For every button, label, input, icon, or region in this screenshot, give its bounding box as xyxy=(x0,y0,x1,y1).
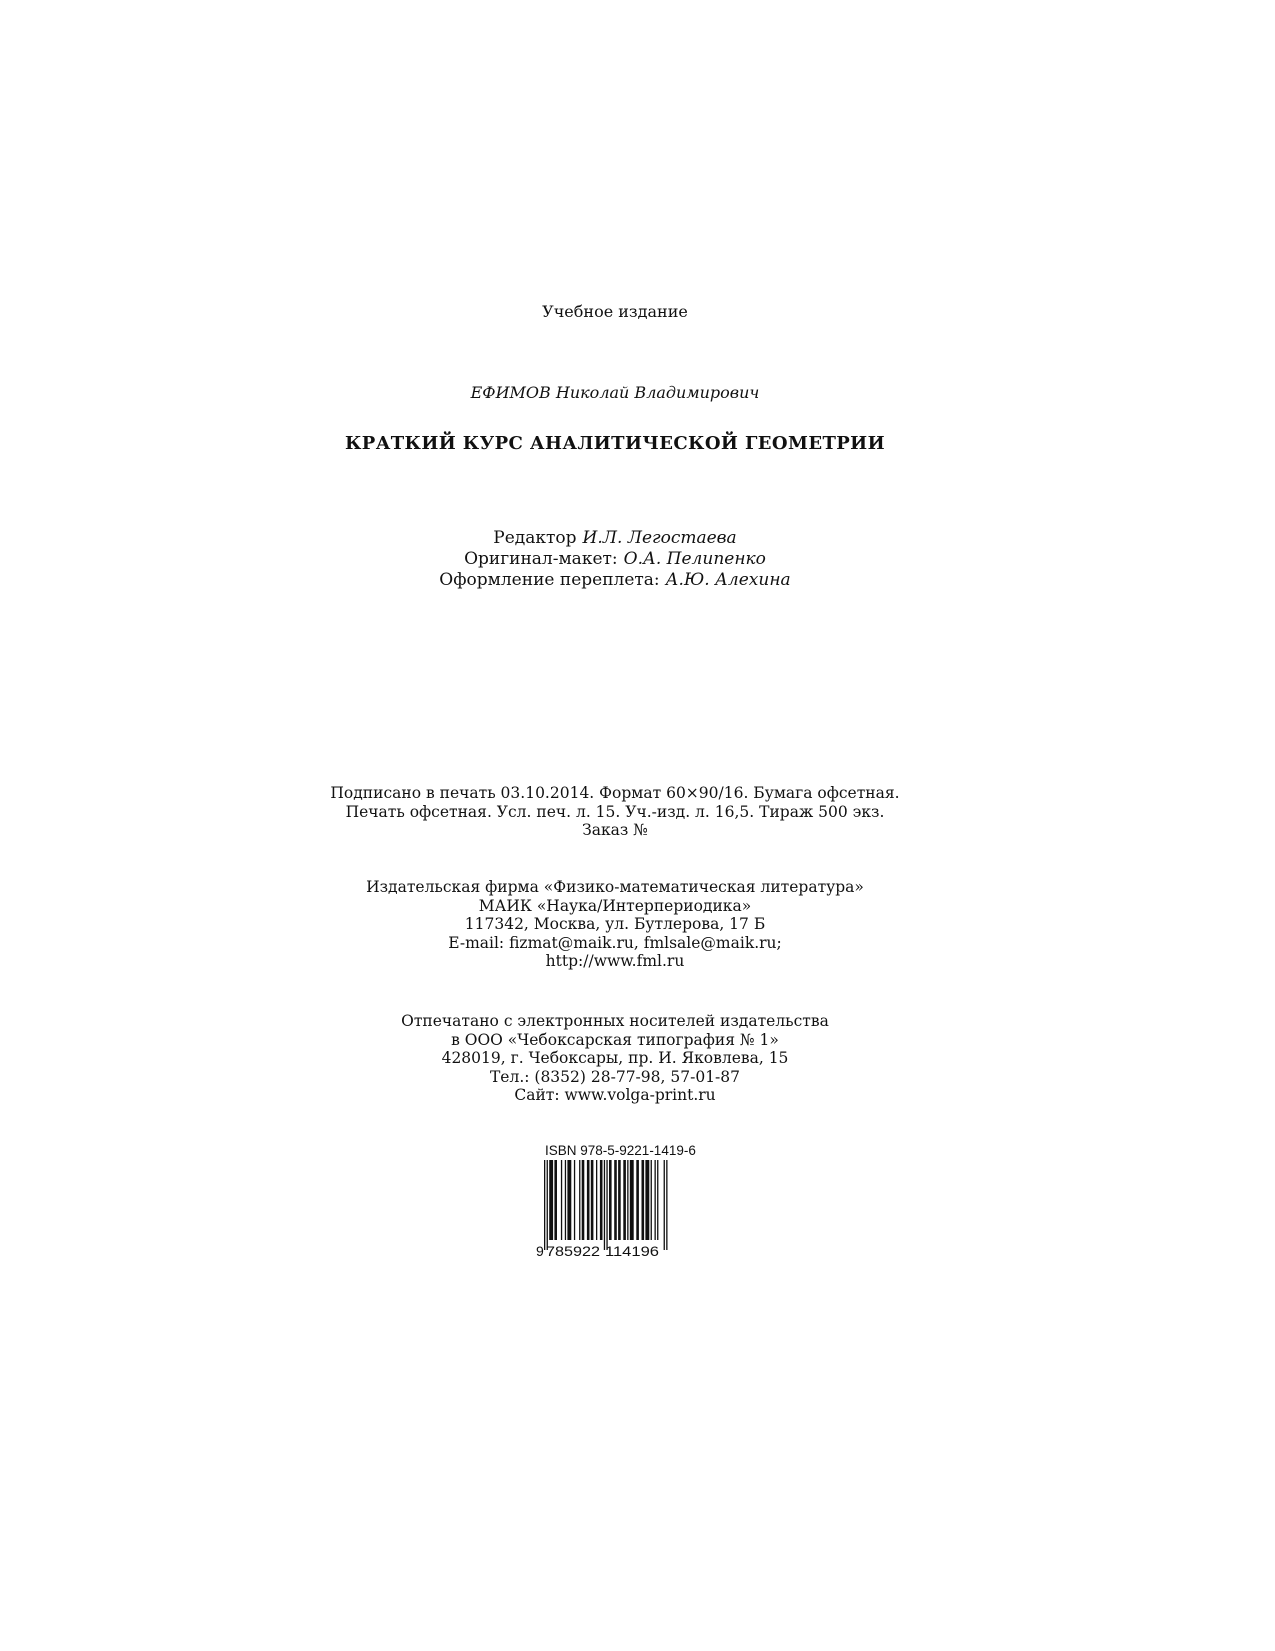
credit-role: Оформление переплета: xyxy=(439,570,660,590)
barcode-bar xyxy=(565,1160,566,1240)
barcode-digit-group-left: 785922 xyxy=(546,1243,601,1259)
barcode-guard-bar xyxy=(606,1160,607,1250)
credit-person: О.А. Пелипенко xyxy=(623,549,766,569)
barcode-bar xyxy=(582,1160,585,1240)
barcode-digit-group-prefix: 9 xyxy=(536,1243,544,1259)
publisher-block xyxy=(0,878,1230,971)
barcode-bar xyxy=(587,1160,590,1240)
book-title: КРАТКИЙ КУРС АНАЛИТИЧЕСКОЙ ГЕОМЕТРИИ xyxy=(344,433,885,454)
barcode-bar xyxy=(623,1160,626,1240)
barcode-bar xyxy=(549,1160,553,1240)
publisher-line: Издательская фирма «Физико-математическая литература» xyxy=(366,878,864,896)
credit-cover xyxy=(0,570,1230,591)
barcode-bar xyxy=(651,1160,652,1240)
barcode-bar xyxy=(655,1160,656,1240)
barcode-guard-bar xyxy=(547,1160,548,1250)
barcode-bar xyxy=(579,1160,580,1240)
printer-line: 428019, г. Чебоксары, пр. И. Яковлева, 15 xyxy=(441,1049,789,1067)
imprint-block xyxy=(0,784,1230,840)
barcode-digit-group-right: 114196 xyxy=(605,1243,660,1259)
isbn-barcode xyxy=(533,1160,673,1260)
barcode-bar xyxy=(642,1160,645,1240)
printer-line: Сайт: www.volga-print.ru xyxy=(514,1086,716,1104)
barcode-guard-bar xyxy=(604,1160,605,1250)
barcode-bar xyxy=(591,1160,594,1240)
barcode-bar xyxy=(561,1160,562,1240)
barcode-bar xyxy=(600,1160,603,1240)
barcode-bar xyxy=(596,1160,597,1240)
barcode-bar xyxy=(657,1160,658,1240)
author-name: ЕФИМОВ Николай Владимирович xyxy=(470,383,760,402)
credit-person: А.Ю. Алехина xyxy=(665,570,791,590)
barcode-bar xyxy=(554,1160,557,1240)
barcode-bar xyxy=(614,1160,617,1240)
credit-person: И.Л. Легостаева xyxy=(582,528,737,548)
credit-editor xyxy=(0,528,1230,549)
publisher-line: E-mail: fizmat@maik.ru, fmlsale@maik.ru; xyxy=(448,933,782,952)
credits-block xyxy=(0,528,1230,591)
barcode-bar xyxy=(618,1160,621,1240)
publisher-line: 117342, Москва, ул. Бутлерова, 17 Б xyxy=(464,915,766,933)
credit-role: Редактор xyxy=(493,528,577,548)
edition-type: Учебное издание xyxy=(542,302,688,321)
printer-line: Отпечатано с электронных носителей издательства xyxy=(401,1012,829,1030)
credit-layout xyxy=(0,549,1230,570)
barcode-guard-bar xyxy=(544,1160,545,1250)
imprint-line: Печать офсетная. Усл. печ. л. 15. Уч.-изд. л. 16,5. Тираж 500 экз. xyxy=(345,802,885,821)
publisher-line: МАИК «Наука/Интерпериодика» xyxy=(478,896,752,915)
barcode-bar xyxy=(636,1160,639,1240)
isbn-label: ISBN 978-5-9221-1419-6 xyxy=(545,1143,696,1158)
barcode-bar xyxy=(630,1160,634,1240)
printer-block xyxy=(0,1012,1230,1105)
barcode-bar xyxy=(645,1160,649,1240)
barcode-bars xyxy=(544,1160,668,1250)
barcode-bar xyxy=(567,1160,571,1240)
barcode-bar xyxy=(609,1160,612,1240)
barcode-guard-bar xyxy=(664,1160,665,1250)
printer-line: Тел.: (8352) 28-77-98, 57-01-87 xyxy=(489,1067,741,1086)
barcode-bar xyxy=(627,1160,628,1240)
barcode-guard-bar xyxy=(666,1160,667,1250)
imprint-line: Заказ № xyxy=(582,821,648,839)
barcode-bar xyxy=(574,1160,575,1240)
printer-line: в ООО «Чебоксарская типография № 1» xyxy=(451,1030,779,1049)
imprint-line: Подписано в печать 03.10.2014. Формат 60×90/16. Бумага офсетная. xyxy=(330,784,900,802)
publisher-line: http://www.fml.ru xyxy=(545,952,685,970)
credit-role: Оригинал-макет: xyxy=(464,549,618,569)
